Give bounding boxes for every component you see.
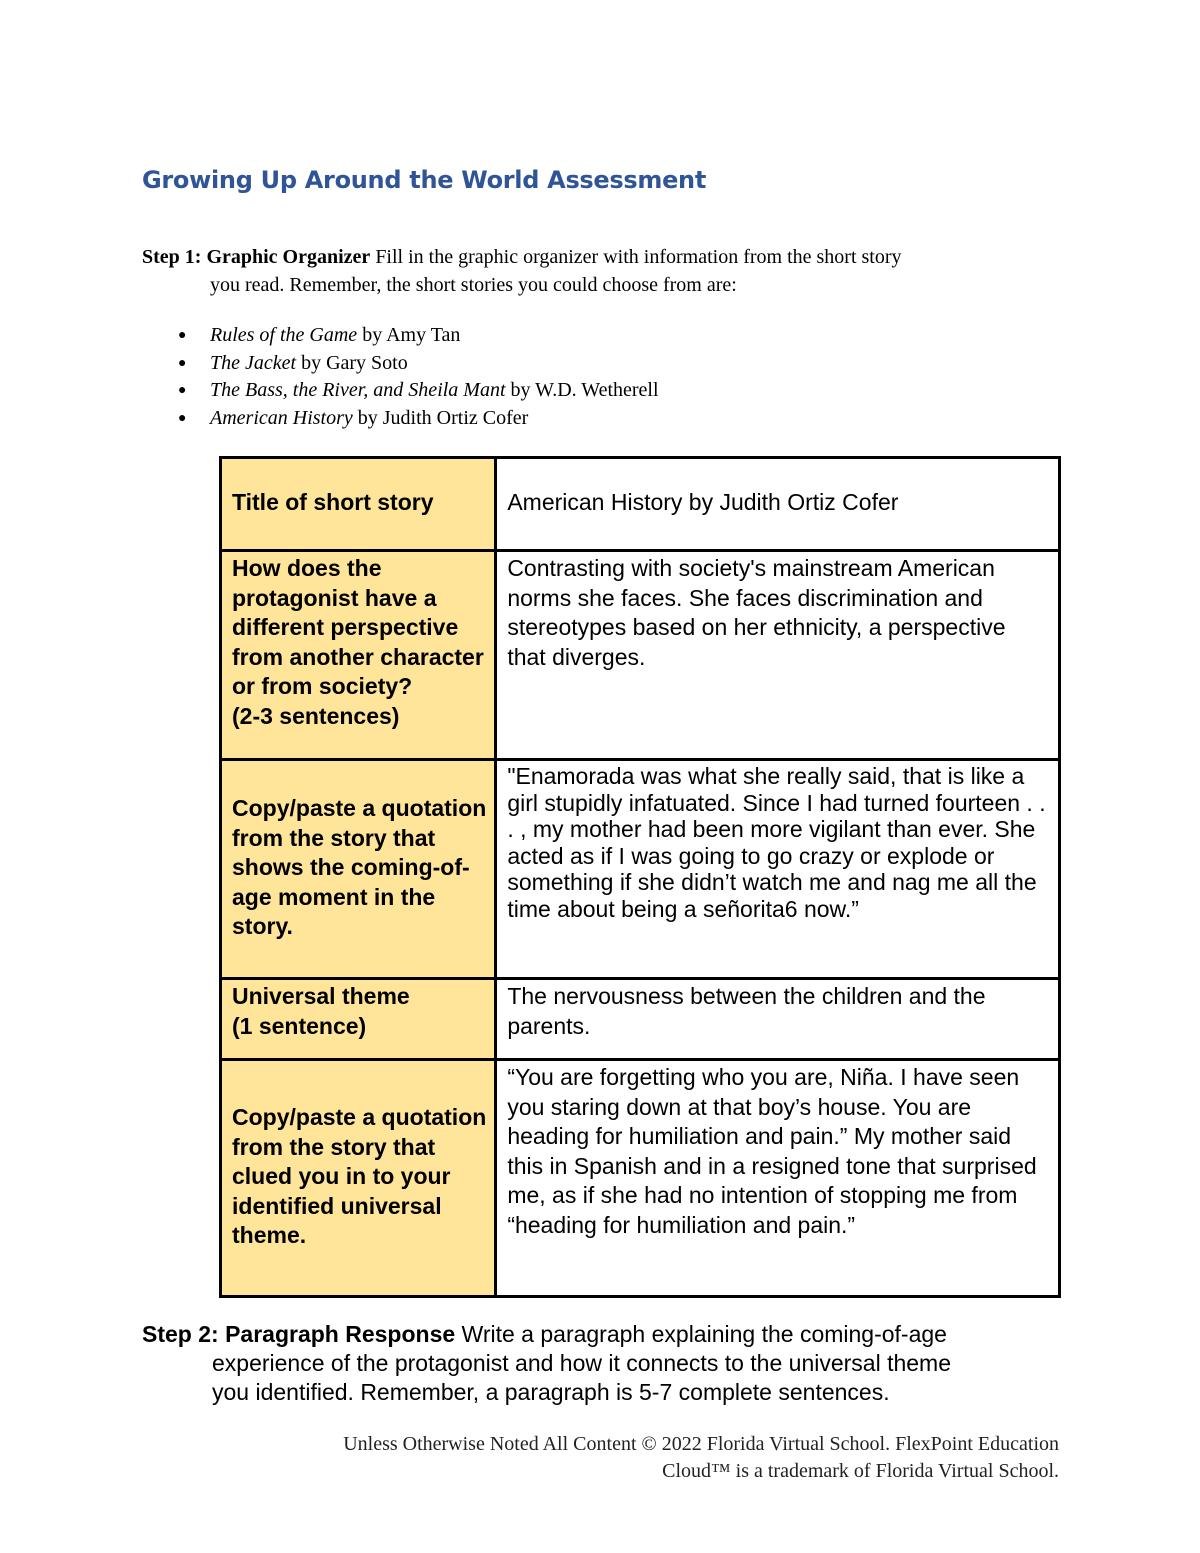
list-item (142, 322, 842, 350)
story-list (142, 322, 842, 432)
question-note: (1 sentence) (232, 1012, 367, 1039)
table-row (221, 760, 1060, 979)
graphic-organizer-table (219, 456, 1061, 1298)
question-cell (221, 551, 496, 760)
step1-text-line1: Fill in the graphic organizer with information from the short story (370, 246, 902, 268)
question-cell (221, 979, 496, 1060)
step2-label: Step 2: Paragraph Response (142, 1321, 456, 1347)
step2-instructions (142, 1320, 1072, 1407)
table-row (221, 551, 1060, 760)
story-title: The Jacket (210, 351, 297, 374)
story-author: by Judith Ortiz Cofer (352, 406, 529, 429)
story-author: by W.D. Wetherell (505, 379, 659, 401)
story-title: Rules of the Game (210, 324, 358, 346)
bullet-icon: ● (178, 410, 187, 426)
answer-cell[interactable]: The nervousness between the children and the parents. (496, 979, 1060, 1060)
step1-label: Step 1: Graphic Organizer (142, 246, 371, 268)
document-title: Growing Up Around the World Assessment (142, 166, 707, 194)
bullet-icon: ● (178, 328, 187, 343)
story-author: by Amy Tan (357, 324, 461, 346)
step1-instructions (142, 243, 1052, 299)
answer-cell[interactable]: “You are forgetting who you are, Niña. I have seen you staring down at that boy’s house. You are heading for humiliation and pain.” My mother said this in Spanish and in a resigned tone that surprised me, as if she had no intention of stopping me from “heading for humiliation and pain.” (496, 1060, 1060, 1297)
list-item (142, 350, 842, 378)
table-row (221, 458, 1060, 551)
table-row (221, 979, 1060, 1060)
answer-cell[interactable]: American History by Judith Ortiz Cofer (496, 458, 1060, 551)
copyright-footer (159, 1431, 1059, 1485)
step1-text-line2: you read. Remember, the short stories you could choose from are: (210, 274, 737, 296)
story-author: by Gary Soto (296, 351, 408, 374)
question-cell: Copy/paste a quotation from the story that clued you in to your identified universal theme. (221, 1060, 496, 1297)
question-note: (2-3 sentences) (232, 702, 400, 729)
answer-cell[interactable]: "Enamorada was what she really said, that is like a girl stupidly infatuated. Since I had turned fourteen . . . , my mother had been more vigilant than ever. She acted as if I was going to go crazy or explode or something if she didn’t watch me and nag me all the time about being a señorita6 now.” (496, 760, 1060, 979)
question-text: How does the protagonist have a different perspective from another character or from society? (232, 555, 484, 699)
list-item (142, 405, 842, 433)
bullet-icon: ● (178, 355, 187, 371)
step2-text-line2: experience of the protagonist and how it connects to the universal theme (212, 1350, 952, 1376)
question-cell: Copy/paste a quotation from the story that shows the coming-of-age moment in the story. (221, 760, 496, 979)
step2-text-line1: Write a paragraph explaining the coming-of-age (455, 1321, 947, 1347)
question-cell: Title of short story (221, 458, 496, 551)
question-text: Universal theme (232, 983, 410, 1009)
answer-cell[interactable]: Contrasting with society's mainstream American norms she faces. She faces discrimination and stereotypes based on her ethnicity, a perspective that diverges. (496, 551, 1060, 760)
list-item (142, 377, 842, 405)
story-title: The Bass, the River, and Sheila Mant (210, 379, 506, 401)
story-title: American History (210, 406, 353, 429)
footer-line1: Unless Otherwise Noted All Content © 2022 Florida Virtual School. FlexPoint Education (343, 1433, 1059, 1455)
bullet-icon: ● (178, 383, 187, 398)
footer-line2: Cloud™ is a trademark of Florida Virtual School. (662, 1460, 1059, 1482)
step2-text-line3: you identified. Remember, a paragraph is 5-7 complete sentences. (212, 1379, 890, 1405)
table-row (221, 1060, 1060, 1297)
